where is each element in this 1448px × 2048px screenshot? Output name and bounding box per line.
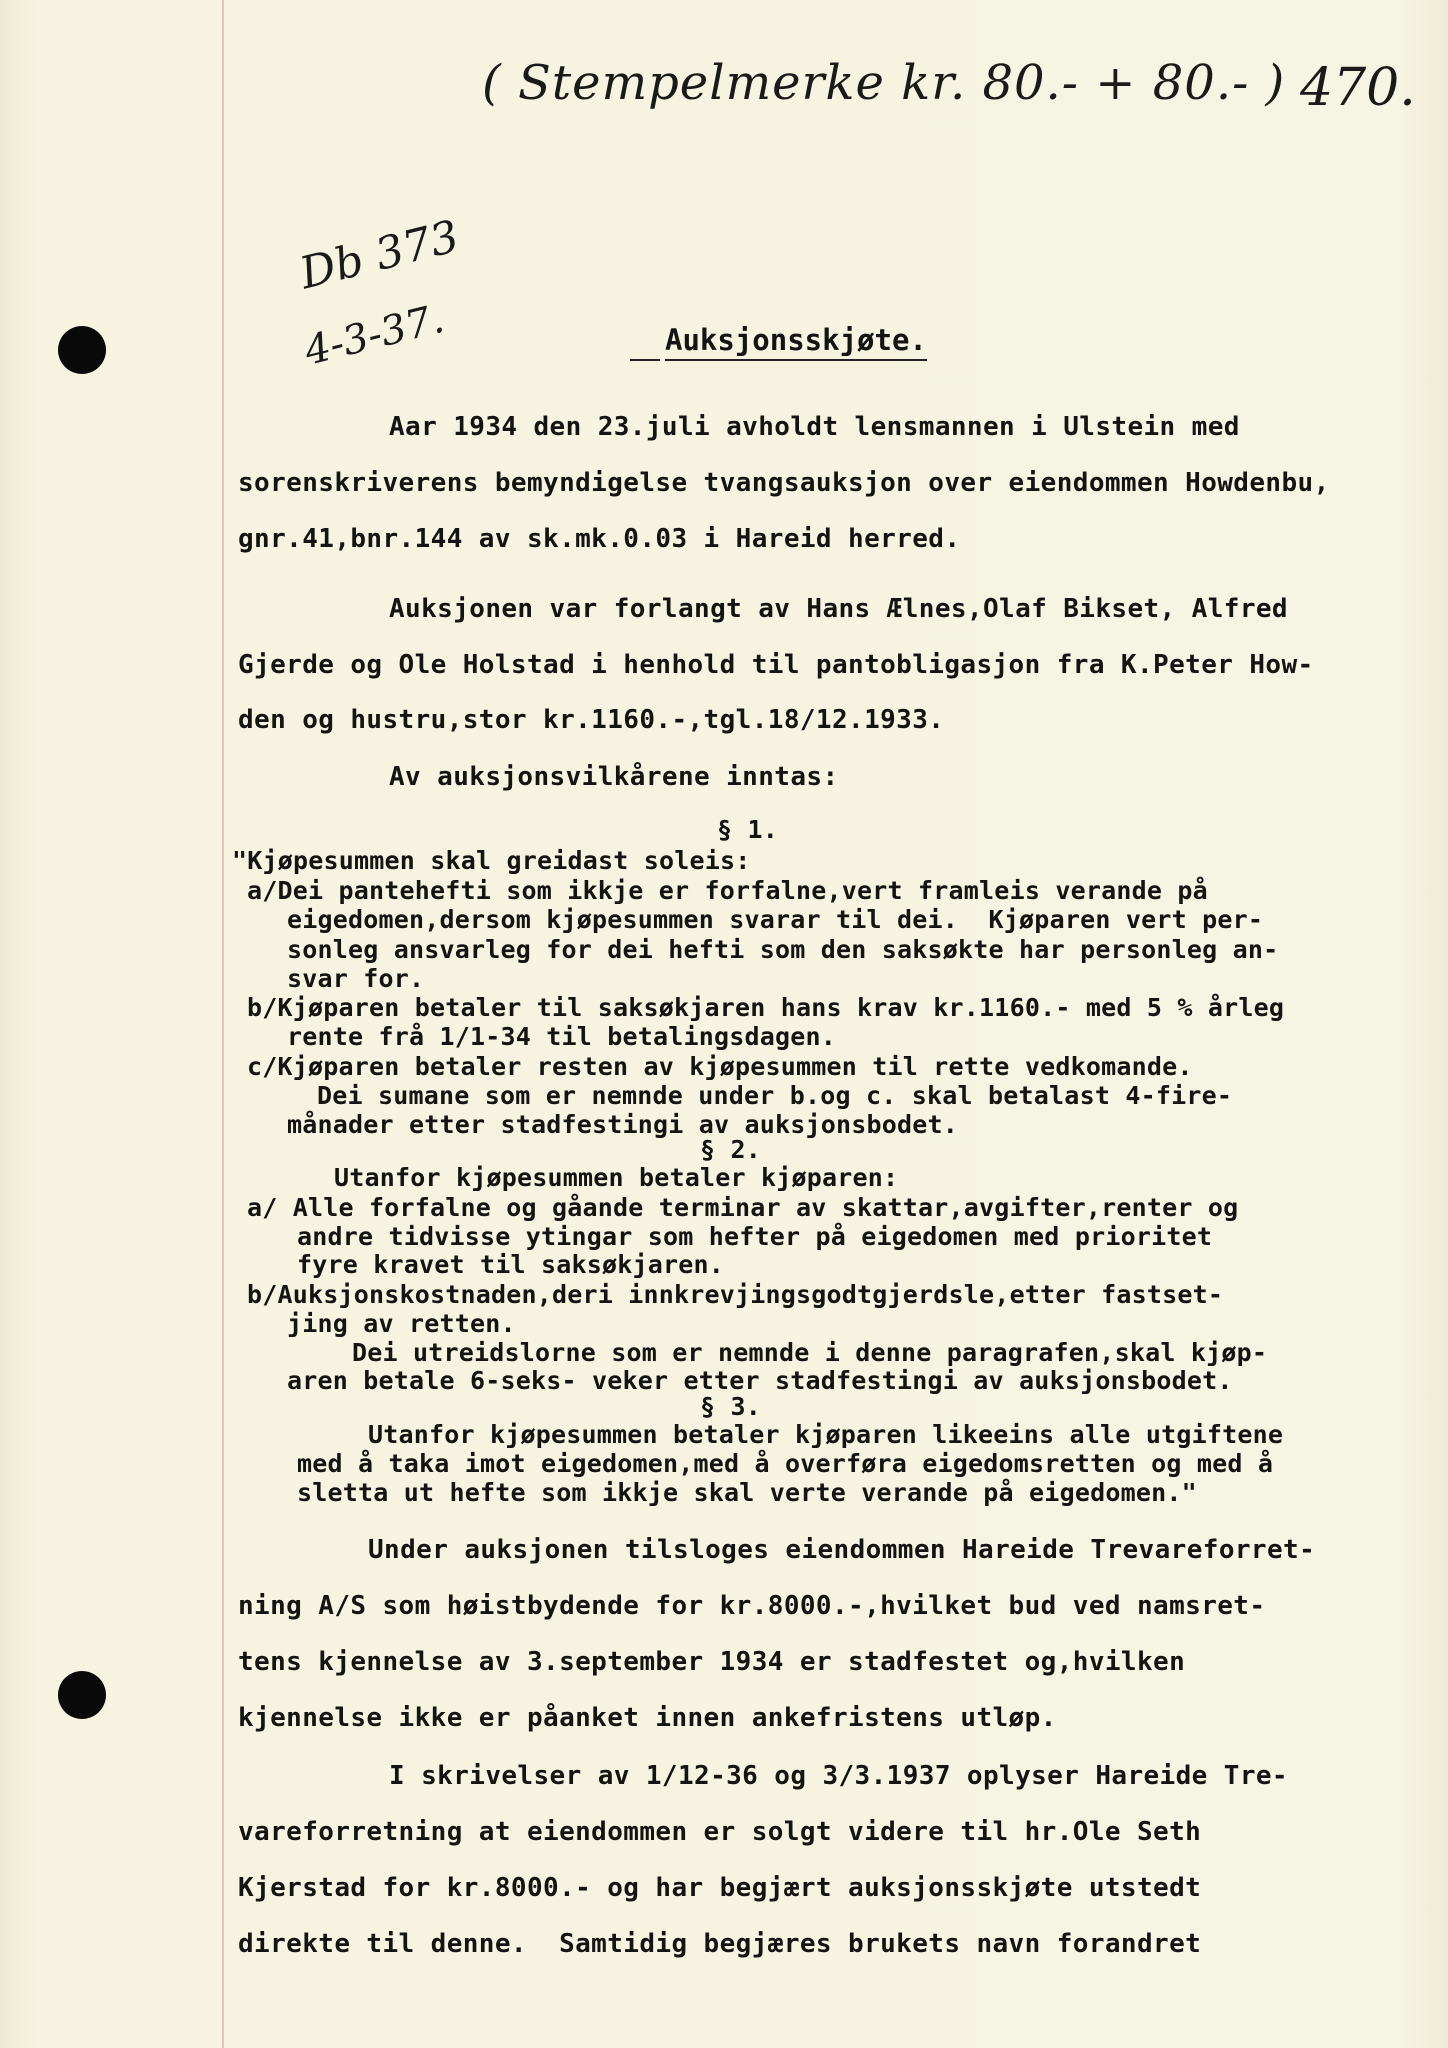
text-line: ning A/S som høistbydende for kr.8000.-,hvilket bud ved namsret-: [238, 1591, 1266, 1621]
handwritten-page-number: 470.: [1300, 58, 1416, 118]
text-line: b/Kjøparen betaler til saksøkjaren hans krav kr.1160.- med 5 % årleg: [247, 993, 1285, 1022]
text-line: Utanfor kjøpesummen betaler kjøparen:: [334, 1163, 899, 1192]
text-line: Gjerde og Ole Holstad i henhold til pantobligasjon fra K.Peter How-: [238, 650, 1314, 680]
text-line: tens kjennelse av 3.september 1934 er stadfestet og,hvilken: [238, 1647, 1186, 1677]
text-line: med å taka imot eigedomen,med å overføra eigedomsretten og med å: [297, 1449, 1274, 1478]
text-line: Aar 1934 den 23.juli avholdt lensmannen i Ulstein med: [389, 412, 1240, 442]
text-line: eigedomen,dersom kjøpesummen svarar til dei. Kjøparen vert per-: [287, 905, 1264, 934]
section-heading: § 3.: [700, 1392, 762, 1421]
text-line: Auksjonen var forlangt av Hans Ælnes,Olaf Bikset, Alfred: [389, 594, 1288, 624]
text-line: I skrivelser av 1/12-36 og 3/3.1937 oplyser Hareide Tre-: [389, 1761, 1288, 1791]
section-heading: § 2.: [700, 1135, 762, 1164]
text-line: a/Dei pantehefti som ikkje er forfalne,vert framleis verande på: [247, 876, 1208, 905]
text-line: Dei utreidslorne som er nemnde i denne paragrafen,skal kjøp-: [352, 1338, 1268, 1367]
text-line: aren betale 6-seks- veker etter stadfestingi av auksjonsbodet.: [287, 1366, 1233, 1395]
text-line: månader etter stadfestingi av auksjonsbodet.: [287, 1110, 959, 1139]
document-title: Auksjonsskjøte.: [665, 323, 927, 361]
text-line: sorenskriverens bemyndigelse tvangsauksjon over eiendommen Howdenbu,: [238, 468, 1330, 498]
handwritten-reference: Db 373: [295, 210, 464, 300]
section-heading: § 1.: [717, 815, 779, 844]
text-line: gnr.41,bnr.144 av sk.mk.0.03 i Hareid herred.: [238, 524, 961, 554]
text-line: a/ Alle forfalne og gåande terminar av skattar,avgifter,renter og: [247, 1193, 1239, 1222]
text-line: Kjerstad for kr.8000.- og har begjært auksjonsskjøte utstedt: [238, 1873, 1202, 1903]
text-line: fyre kravet til saksøkjaren.: [297, 1250, 725, 1279]
text-line: rente frå 1/1-34 til betalingsdagen.: [287, 1022, 837, 1051]
text-line: direkte til denne. Samtidig begjæres brukets navn forandret: [238, 1929, 1202, 1959]
punch-hole: [58, 1671, 106, 1719]
text-line: jing av retten.: [287, 1309, 516, 1338]
text-line: Utanfor kjøpesummen betaler kjøparen likeeins alle utgiftene: [368, 1420, 1284, 1449]
text-line: Under auksjonen tilsloges eiendommen Hareide Trevareforret-: [368, 1535, 1316, 1565]
handwritten-stamp-note: ( Stempelmerke kr. 80.- + 80.- ): [482, 55, 1286, 111]
text-line: kjennelse ikke er påanket innen ankefristens utløp.: [238, 1703, 1057, 1733]
text-line: sletta ut hefte som ikkje skal verte verande på eigedomen.": [297, 1478, 1197, 1507]
text-line: Av auksjonsvilkårene inntas:: [389, 762, 839, 792]
text-line: svar for.: [287, 964, 425, 993]
text-line: c/Kjøparen betaler resten av kjøpesummen til rette vedkomande.: [247, 1052, 1193, 1081]
punch-hole: [58, 326, 106, 374]
text-line: Dei sumane som er nemnde under b.og c. skal betalast 4-fire-: [317, 1081, 1233, 1110]
margin-line: [222, 0, 224, 2048]
handwritten-date: 4-3-37.: [300, 295, 449, 375]
text-line: andre tidvisse ytingar som hefter på eigedomen med prioritet: [297, 1222, 1213, 1251]
text-line: vareforretning at eiendommen er solgt videre til hr.Ole Seth: [238, 1817, 1202, 1847]
text-line: "Kjøpesummen skal greidast soleis:: [232, 846, 751, 875]
text-line: den og hustru,stor kr.1160.-,tgl.18/12.1933.: [238, 705, 945, 735]
text-line: sonleg ansvarleg for dei hefti som den saksøkte har personleg an-: [287, 935, 1279, 964]
text-line: b/Auksjonskostnaden,deri innkrevjingsgodtgjerdsle,etter fastset-: [247, 1280, 1224, 1309]
